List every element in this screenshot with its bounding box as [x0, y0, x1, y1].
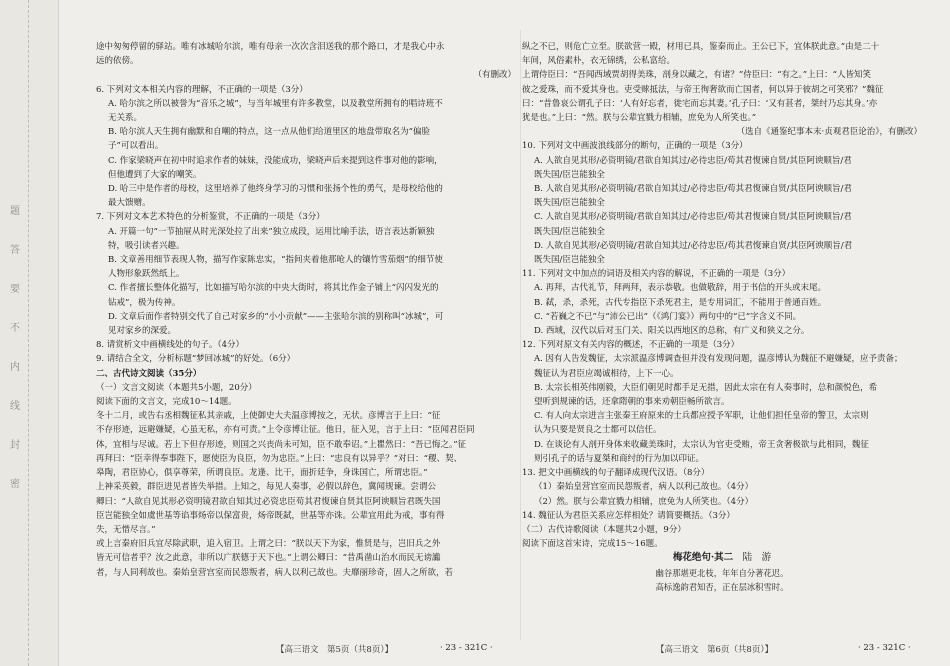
left-text-line: 无关系。 [108, 113, 143, 124]
right-text-line: 魏征认为君臣应竭诚相待，上下一心。 [534, 368, 679, 379]
left-text-line: 钻戒”，极为传神。 [108, 297, 181, 308]
left-text-line: 体，宜相与尽诚。若上下但存形迹，则国之兴丧尚未可知，臣不敢奉诏。”上瞿然曰：“吾已悔之。”征 [96, 439, 467, 450]
page-divider [520, 30, 521, 640]
right-text-line: A. 再拜，古代礼节，拜两拜，表示恭敬。也做敬辞，用于书信的开头或末尾。 [534, 283, 827, 294]
right-text-line: 13. 把文中画横线的句子翻译成现代汉语。（8分） [522, 468, 710, 479]
right-text-line: 既失国/臣岂能独全 [534, 255, 605, 266]
gutter-char: 题 [10, 206, 20, 217]
right-text-line: 既失国/臣岂能独全 [534, 169, 605, 180]
right-text-line: C. 人欲自见其形/必资明镜/君欲自知其过/必待忠臣/苟其君愎谏自贤/其臣阿谀顺旨/君 [534, 212, 852, 223]
right-text-line: A. 因有人告发魏征，太宗派温彦博调查但并没有发现问题，温彦博认为魏征不避嫌疑，应予责备； [534, 354, 903, 365]
right-text-line: 年间，风俗素朴，衣无锦绣，公私富给。 [522, 56, 676, 67]
poem-title [522, 551, 922, 565]
right-text-line: （二）古代诗歌阅读（本题共2小题，9分） [522, 524, 686, 535]
binding-gutter [0, 0, 59, 666]
left-text-line: C. 作者擅长整体化描写，比如描写哈尔滨的中央大街时，将其比作金子铺上“闪闪发光的 [108, 283, 439, 294]
right-text-line: 12. 下列对原文有关内容的概述，不正确的一项是（3分） [522, 340, 740, 351]
right-text-line: 犹是也。”上曰：“然。朕与公辈宜戮力相辅，庶免为人所笑也。” [522, 113, 757, 124]
left-text-line: 冬十二月，或告右丞相魏征私其亲戚，上使御史大夫温彦博按之，无状。彦博言于上曰：“征 [96, 411, 441, 422]
left-text-line: 再拜曰：“臣幸得奉事陛下，愿使臣为良臣，勿为忠臣。”上曰：“忠良有以异乎？”对曰：“稷、契、 [96, 453, 462, 464]
gutter-char: 密 [10, 479, 20, 490]
gutter-char: 封 [10, 440, 20, 451]
right-text-line: 彼之爱珠，而不爱其身也。吏受赇抵法，与帝王徇奢欲而亡国者，何以异于彼胡之可笑邪？”魏征 [522, 84, 884, 95]
left-text-line: 或上言秦府旧兵宜尽除武职，追入宿卫。上谓之曰：“朕以天下为家，惟贤是与，岂旧兵之外 [96, 539, 441, 550]
poem-author: 陆 游 [733, 552, 772, 564]
right-text-line: 上谓侍臣曰：“吾闻西域贾胡得美珠，剖身以藏之，有诸？”侍臣曰：“有之。”上曰：“人皆知笑 [522, 70, 871, 81]
left-text-line: （有删改） [473, 70, 516, 81]
gutter-char: 内 [10, 362, 20, 373]
seal-line-notice [8, 205, 22, 517]
left-text-line: 远的依傍。 [96, 56, 139, 67]
right-text-line: 则引孔子的话与夏桀和商纣的行为加以印证。 [534, 453, 705, 464]
gutter-char: 线 [10, 401, 20, 412]
left-text-line: B. 哈尔滨人天生拥有幽默和自嘲的特点，这一点从他们给道里区的地盘带取名为“偏脸 [108, 127, 430, 138]
right-text-line: 望听到规谏的话，还拿隋朝的事来劝朝臣畅所欲言。 [534, 397, 730, 408]
right-text-line: （选自《通鉴纪事本末·贞观君臣论治》，有删改） [736, 127, 922, 138]
poem-title-text: 梅花绝句·其二 [672, 552, 734, 564]
left-text-line: 不存形迹，远避嫌疑，心虽无私，亦有可责。”上令彦博让征。他日，征入见，言于上曰：“臣闻君臣同 [96, 425, 475, 436]
left-text-line: 上神采英毅，群臣进见者皆失举措。上知之，每见人奏事，必假以辞色，冀闻规谏。尝谓公 [96, 482, 437, 493]
right-text-line: 14. 魏征认为君臣关系应怎样相处？请简要概括。（3分） [522, 510, 735, 521]
right-text-line: 曰：“昔鲁哀公谓孔子曰：‘人有好忘者，徙宅而忘其妻。’孔子曰：‘又有甚者，桀纣乃忘其身。’亦 [522, 98, 878, 109]
right-exam-code: · 23 - 321C · [858, 643, 911, 653]
right-text-line: C. “若巍之不已”与“沛公已出”（《鸿门宴》）两句中的“已”字含义不同。 [534, 311, 802, 322]
left-text-line: 卿曰：“人欲自见其形必资明镜君欲自知其过必资忠臣苟其君愎谏自贤其臣阿谀顺旨君既失国 [96, 496, 441, 507]
right-text-line: 既失国/臣岂能独全 [534, 226, 605, 237]
left-text-line: 人物形象跃然纸上。 [108, 269, 185, 280]
left-text-line: 臣岂能独全如虞世基等谄事炀帝以保富贵，炀帝既弑，世基等亦诛。公辈宜用此为戒，事有得 [96, 510, 445, 521]
left-page [96, 40, 516, 580]
left-text-line: 皆无可信者乎？汝之此意，非所以广朕德于天下也。”上谓公卿曰：“昔禹凿山治水而民无谤讟 [96, 553, 441, 564]
left-text-line: D. 哈三中是作者的母校，这里培养了他终身学习的习惯和张扬个性的勇气，是母校给他的 [108, 184, 443, 195]
gutter-char: 要 [10, 284, 20, 295]
left-exam-code: · 23 - 321C · [440, 643, 493, 653]
left-text-line: B. 文章善用细节表现人物，描写作家陈忠实，“指间夹着他那呛人的镶竹雪茄烟”的细节使 [108, 255, 443, 266]
right-text-line: 纵之不已，则危亡立至。朕欲营一殿，材用已具，鉴秦而止。王公已下，宜体朕此意。”由是二十 [522, 42, 880, 52]
left-text-line: 见对家乡的深爱。 [108, 326, 177, 337]
left-text-line: 皋陶，君臣协心，俱享尊荣，所谓良臣。龙逢、比干，面折廷争，身诛国亡，所谓忠臣。” [96, 468, 428, 479]
left-text-line: 失，无惜尽言。” [96, 524, 156, 535]
right-text-line: B. 弑，杀，杀死，古代专指臣下杀死君主，是专用词汇，不能用于普通百姓。 [534, 297, 827, 308]
right-text-line: （2）然。朕与公辈宜戮力相辅，庶免为人所笑也。（4分） [534, 496, 754, 507]
gutter-char: 答 [10, 245, 20, 256]
right-text-line: B. 人欲自见其形/必资明镜/君欲自知其过/必待忠臣/苟其君愎谏自贤/其臣阿谀顺旨/君 [534, 184, 852, 195]
right-text-line: （1）秦始皇营宫室而民怨叛者，病人以利己故也。（4分） [534, 482, 754, 493]
right-text-line: D. 人欲自见其形/必资明镜/君欲自知其过/必待忠臣/苟其君愎谏自贤/其臣阿谀顺旨/君 [534, 240, 853, 251]
left-text-line: 7. 下列对文本艺术特色的分析鉴赏，不正确的一项是（3分） [96, 212, 325, 223]
left-text-line: 者，与人同利故也。秦始皇营宫室而民怨叛者，病人以利己故也。夫靡丽珍奇，固人之所欲，若 [96, 567, 454, 578]
left-text-line: 但他遭到了大家的嘲笑。 [108, 169, 202, 180]
right-page [522, 40, 922, 594]
left-text-line: 9. 请结合全文，分析标题“梦回冰城”的好处。（6分） [96, 354, 296, 365]
left-text-line: 最大馈赠。 [108, 198, 151, 209]
left-text-line: C. 作家梁晓声在初中时追求作者的妹妹，没能成功，梁晓声后来提到这件事对他的影响， [108, 155, 443, 166]
right-footer: 【高三语文 第6页（共8页）】 [656, 645, 774, 655]
left-text-line: A. 开篇一句“一节抽屉从时光深处拉了出来”独立成段，运用比喻手法，语言表达新颖独 [108, 226, 435, 237]
right-text-line: 10. 下列对文中画波浪线部分的断句，正确的一项是（3分） [522, 141, 748, 152]
right-text-line: A. 人欲自见其形/必资明镜/君欲自知其过/必待忠臣/苟其君愎谏自贤/其臣阿谀顺旨/君 [534, 155, 852, 166]
left-footer: 【高三语文 第5页（共8页）】 [276, 645, 394, 655]
right-text-line: D. 在谈论有人剖开身体来收藏美珠时，太宗认为官吏受贿，帝王贪奢极欲与此相同，魏征 [534, 439, 869, 450]
left-text-line: 6. 下列对文本相关内容的理解，不正确的一项是（3分） [96, 84, 308, 95]
left-text-line: 二、古代诗文阅读（35分） [96, 368, 202, 379]
left-text-line: 特，吸引读者兴趣。 [108, 240, 185, 251]
poem-line: 幽谷那堪更北枝，年年自分著花迟。 [655, 567, 789, 578]
right-text-line: C. 有人向太宗进言主张秦王府原来的士兵都应授予军职，让他们担任皇帝的警卫，太宗则 [534, 411, 869, 422]
right-text-line: B. 太宗长相英伟刚毅，大臣们朝见时都手足无措，因此太宗在有人奏事时，总和颜悦色，希 [534, 382, 878, 393]
right-text-line: D. 西域，汉代以后对玉门关、阳关以西地区的总称，有广义和狭义之分。 [534, 326, 810, 337]
right-text-line: 11. 下列对文中加点的词语及相关内容的解说，不正确的一项是（3分） [522, 269, 791, 280]
left-text-line: （一）文言文阅读（本题共5小题，20分） [96, 382, 257, 393]
left-text-line: 阅读下面的文言文，完成10～14题。 [96, 397, 237, 408]
poem-line: 高标逸韵君知否，正在层冰积雪时。 [655, 581, 789, 592]
right-text-line: 既失国/臣岂能独全 [534, 198, 605, 209]
right-text-line: 认为只要是贤良之士都可以信任。 [534, 425, 662, 436]
left-text-line: A. 哈尔滨之所以被誉为“音乐之城”，与当年城里有许多教堂，以及教堂所拥有的唱诗班不 [108, 98, 443, 109]
left-text-line: 8. 请赏析文中画横线处的句子。（4分） [96, 340, 244, 351]
gutter-char: 不 [10, 323, 20, 334]
left-text-line: 途中匆匆停留的驿站。唯有冰城哈尔滨，唯有母亲一次次含泪送我的那个路口，才是我心中永 [96, 42, 445, 52]
fold-line [28, 0, 29, 666]
left-text-line: 子”可以看出。 [108, 141, 164, 152]
right-text-line: 阅读下面这首宋诗，完成15～16题。 [522, 539, 663, 550]
left-text-line: D. 文章后面作者特别交代了自己对家乡的“小小贡献”——主张哈尔滨的别称叫“冰城”，可 [108, 311, 444, 322]
